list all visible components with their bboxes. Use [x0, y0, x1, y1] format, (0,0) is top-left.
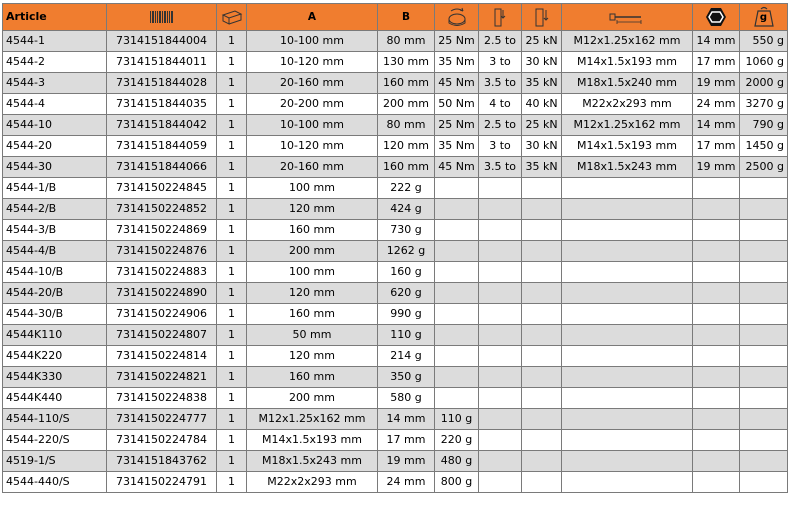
- cell-a: 120 mm: [247, 283, 378, 304]
- cell-c10: [693, 325, 740, 346]
- cell-c6: 45 Nm: [435, 157, 479, 178]
- cell-c11: [740, 388, 788, 409]
- cell-article: 4544-220/S: [3, 430, 107, 451]
- cell-ean: 7314150224838: [107, 388, 217, 409]
- cell-b: 19 mm: [378, 451, 435, 472]
- cell-c11: 1450 g: [740, 136, 788, 157]
- force-min-icon: [490, 6, 510, 28]
- bolt-dimension-icon: [607, 9, 647, 25]
- cell-c9: [562, 409, 693, 430]
- cell-b: 17 mm: [378, 430, 435, 451]
- cell-c9: [562, 430, 693, 451]
- cell-c9: [562, 220, 693, 241]
- cell-c7: [479, 199, 522, 220]
- cell-c11: [740, 241, 788, 262]
- cell-qty: 1: [217, 199, 247, 220]
- cell-c11: [740, 304, 788, 325]
- cell-c8: [522, 178, 562, 199]
- cell-qty: 1: [217, 367, 247, 388]
- table-row: [3, 220, 788, 241]
- cell-article: 4544-2: [3, 52, 107, 73]
- cell-c6: [435, 178, 479, 199]
- header-hex: [693, 4, 740, 31]
- cell-c9: [562, 304, 693, 325]
- cell-a: 10-100 mm: [247, 115, 378, 136]
- cell-article: 4544-110/S: [3, 409, 107, 430]
- cell-c10: [693, 409, 740, 430]
- cell-c6: [435, 367, 479, 388]
- cell-c9: [562, 325, 693, 346]
- cell-c8: 30 kN: [522, 52, 562, 73]
- cell-c10: [693, 346, 740, 367]
- cell-c7: 2.5 to: [479, 31, 522, 52]
- cell-c10: [693, 367, 740, 388]
- cell-c6: [435, 283, 479, 304]
- cell-c10: [693, 283, 740, 304]
- cell-c6: 480 g: [435, 451, 479, 472]
- table-row: [3, 283, 788, 304]
- cell-c8: [522, 388, 562, 409]
- cell-qty: 1: [217, 94, 247, 115]
- header-weight: [740, 4, 788, 31]
- cell-qty: 1: [217, 115, 247, 136]
- cell-b: 200 mm: [378, 94, 435, 115]
- cell-article: 4544-1: [3, 31, 107, 52]
- cell-c10: [693, 472, 740, 493]
- cell-ean: 7314150224845: [107, 178, 217, 199]
- cell-article: 4544-10/B: [3, 262, 107, 283]
- cell-article: 4544-3: [3, 73, 107, 94]
- cell-b: 222 g: [378, 178, 435, 199]
- cell-c6: 800 g: [435, 472, 479, 493]
- cell-qty: 1: [217, 304, 247, 325]
- header-b: B: [378, 4, 435, 31]
- hexagon-nut-icon: [704, 6, 728, 28]
- cell-c6: [435, 346, 479, 367]
- cell-c9: M14x1.5x193 mm: [562, 52, 693, 73]
- cell-qty: 1: [217, 220, 247, 241]
- cell-c11: [740, 283, 788, 304]
- cell-b: 214 g: [378, 346, 435, 367]
- cell-c7: [479, 451, 522, 472]
- cell-c7: [479, 178, 522, 199]
- cell-qty: 1: [217, 136, 247, 157]
- cell-article: 4544-30: [3, 157, 107, 178]
- cell-a: 100 mm: [247, 178, 378, 199]
- cell-c11: 790 g: [740, 115, 788, 136]
- cell-a: 20-200 mm: [247, 94, 378, 115]
- cell-ean: 7314150224852: [107, 199, 217, 220]
- cell-c6: 35 Nm: [435, 136, 479, 157]
- cell-b: 730 g: [378, 220, 435, 241]
- cell-c11: [740, 346, 788, 367]
- cell-c8: [522, 451, 562, 472]
- cell-article: 4544-3/B: [3, 220, 107, 241]
- cell-c6: [435, 220, 479, 241]
- cell-c9: [562, 241, 693, 262]
- cell-b: 424 g: [378, 199, 435, 220]
- header-barcode: [107, 4, 217, 31]
- cell-c8: 40 kN: [522, 94, 562, 115]
- cell-c7: [479, 220, 522, 241]
- cell-c7: 3.5 to: [479, 157, 522, 178]
- cell-c11: [740, 199, 788, 220]
- cell-ean: 7314150224821: [107, 367, 217, 388]
- cell-ean: 7314150224890: [107, 283, 217, 304]
- cell-c8: 35 kN: [522, 157, 562, 178]
- cell-c9: [562, 472, 693, 493]
- table-row: [3, 451, 788, 472]
- cell-c11: [740, 220, 788, 241]
- cell-c6: 110 g: [435, 409, 479, 430]
- table-row: [3, 136, 788, 157]
- cell-c7: 3 to: [479, 52, 522, 73]
- cell-b: 80 mm: [378, 31, 435, 52]
- cell-c8: [522, 409, 562, 430]
- cell-c10: [693, 451, 740, 472]
- table-row: [3, 346, 788, 367]
- cell-article: 4544-4: [3, 94, 107, 115]
- cell-qty: 1: [217, 31, 247, 52]
- cell-a: M18x1.5x243 mm: [247, 451, 378, 472]
- cell-c7: [479, 388, 522, 409]
- cell-c6: [435, 199, 479, 220]
- cell-article: 4544-30/B: [3, 304, 107, 325]
- cell-ean: 7314150224784: [107, 430, 217, 451]
- cell-c10: 19 mm: [693, 73, 740, 94]
- cell-a: 100 mm: [247, 262, 378, 283]
- table-row: [3, 409, 788, 430]
- cell-article: 4544K110: [3, 325, 107, 346]
- cell-c7: [479, 472, 522, 493]
- cell-c7: [479, 409, 522, 430]
- cell-c11: [740, 178, 788, 199]
- cell-c8: 25 kN: [522, 115, 562, 136]
- cell-c10: [693, 304, 740, 325]
- cell-qty: 1: [217, 430, 247, 451]
- cell-c11: [740, 472, 788, 493]
- cell-qty: 1: [217, 52, 247, 73]
- cell-qty: 1: [217, 325, 247, 346]
- cell-a: 20-160 mm: [247, 73, 378, 94]
- cell-qty: 1: [217, 388, 247, 409]
- cell-ean: 7314151844004: [107, 31, 217, 52]
- table-row: [3, 304, 788, 325]
- table-row: [3, 52, 788, 73]
- cell-c11: 3270 g: [740, 94, 788, 115]
- cell-c8: 35 kN: [522, 73, 562, 94]
- cell-ean: 7314150224814: [107, 346, 217, 367]
- cell-qty: 1: [217, 346, 247, 367]
- table-header-row: [3, 4, 788, 31]
- cell-c8: [522, 241, 562, 262]
- cell-article: 4544-20: [3, 136, 107, 157]
- cell-a: 120 mm: [247, 346, 378, 367]
- table-row: [3, 388, 788, 409]
- cell-c11: 2500 g: [740, 157, 788, 178]
- cell-c7: [479, 367, 522, 388]
- cell-b: 160 mm: [378, 73, 435, 94]
- table-row: [3, 472, 788, 493]
- cell-c7: 3.5 to: [479, 73, 522, 94]
- cell-a: 10-100 mm: [247, 31, 378, 52]
- cell-c9: M18x1.5x240 mm: [562, 73, 693, 94]
- cell-ean: 7314150224777: [107, 409, 217, 430]
- cell-a: 160 mm: [247, 220, 378, 241]
- header-force-max: [522, 4, 562, 31]
- cell-a: 200 mm: [247, 388, 378, 409]
- cell-c11: [740, 430, 788, 451]
- cell-c6: 25 Nm: [435, 31, 479, 52]
- barcode-icon: [149, 11, 175, 23]
- cell-b: 14 mm: [378, 409, 435, 430]
- cell-c8: [522, 367, 562, 388]
- cell-b: 160 g: [378, 262, 435, 283]
- torque-icon: [445, 6, 469, 28]
- table-row: [3, 325, 788, 346]
- cell-c6: [435, 304, 479, 325]
- header-a: A: [247, 4, 378, 31]
- cell-qty: 1: [217, 262, 247, 283]
- cell-c7: [479, 325, 522, 346]
- cell-c6: [435, 241, 479, 262]
- cell-c10: [693, 388, 740, 409]
- cell-ean: 7314151844042: [107, 115, 217, 136]
- table-body: [3, 31, 788, 493]
- box-quantity-icon: [220, 8, 244, 26]
- cell-ean: 7314150224791: [107, 472, 217, 493]
- cell-c7: [479, 262, 522, 283]
- cell-c7: 4 to: [479, 94, 522, 115]
- cell-a: M12x1.25x162 mm: [247, 409, 378, 430]
- cell-c9: M12x1.25x162 mm: [562, 31, 693, 52]
- cell-c8: [522, 430, 562, 451]
- cell-c6: [435, 388, 479, 409]
- cell-qty: 1: [217, 451, 247, 472]
- cell-c8: [522, 346, 562, 367]
- cell-c6: 25 Nm: [435, 115, 479, 136]
- table-row: [3, 178, 788, 199]
- table-row: [3, 157, 788, 178]
- cell-a: 160 mm: [247, 367, 378, 388]
- cell-ean: 7314150224906: [107, 304, 217, 325]
- cell-c8: [522, 220, 562, 241]
- cell-qty: 1: [217, 409, 247, 430]
- cell-qty: 1: [217, 73, 247, 94]
- cell-c6: [435, 262, 479, 283]
- cell-article: 4544-10: [3, 115, 107, 136]
- cell-a: 10-120 mm: [247, 136, 378, 157]
- cell-c9: M14x1.5x193 mm: [562, 136, 693, 157]
- cell-c7: [479, 283, 522, 304]
- cell-c10: 24 mm: [693, 94, 740, 115]
- weight-icon-label: g: [759, 12, 768, 23]
- force-max-icon: [532, 6, 552, 28]
- cell-c8: 30 kN: [522, 136, 562, 157]
- cell-a: 120 mm: [247, 199, 378, 220]
- table-row: [3, 262, 788, 283]
- cell-ean: 7314151844028: [107, 73, 217, 94]
- weight-icon: [752, 6, 776, 28]
- cell-ean: 7314150224869: [107, 220, 217, 241]
- cell-c7: [479, 304, 522, 325]
- cell-c6: 50 Nm: [435, 94, 479, 115]
- cell-c11: [740, 409, 788, 430]
- cell-ean: 7314150224883: [107, 262, 217, 283]
- cell-c10: 17 mm: [693, 52, 740, 73]
- cell-article: 4544K440: [3, 388, 107, 409]
- cell-ean: 7314150224807: [107, 325, 217, 346]
- cell-article: 4544-20/B: [3, 283, 107, 304]
- cell-c8: [522, 199, 562, 220]
- cell-a: 20-160 mm: [247, 157, 378, 178]
- cell-c7: [479, 241, 522, 262]
- cell-c6: [435, 325, 479, 346]
- cell-qty: 1: [217, 157, 247, 178]
- cell-a: M22x2x293 mm: [247, 472, 378, 493]
- cell-c10: [693, 199, 740, 220]
- cell-qty: 1: [217, 472, 247, 493]
- cell-b: 80 mm: [378, 115, 435, 136]
- cell-article: 4544-440/S: [3, 472, 107, 493]
- cell-b: 24 mm: [378, 472, 435, 493]
- table-row: [3, 115, 788, 136]
- cell-b: 160 mm: [378, 157, 435, 178]
- cell-c8: [522, 283, 562, 304]
- cell-ean: 7314151844059: [107, 136, 217, 157]
- cell-c11: [740, 325, 788, 346]
- cell-ean: 7314151844011: [107, 52, 217, 73]
- cell-c6: 220 g: [435, 430, 479, 451]
- cell-c10: 19 mm: [693, 157, 740, 178]
- cell-b: 130 mm: [378, 52, 435, 73]
- cell-ean: 7314151844066: [107, 157, 217, 178]
- cell-b: 620 g: [378, 283, 435, 304]
- cell-c10: [693, 178, 740, 199]
- product-spec-table: [2, 3, 788, 493]
- cell-qty: 1: [217, 178, 247, 199]
- table-row: [3, 94, 788, 115]
- cell-c8: [522, 325, 562, 346]
- cell-c6: 35 Nm: [435, 52, 479, 73]
- header-quantity: [217, 4, 247, 31]
- cell-a: M14x1.5x193 mm: [247, 430, 378, 451]
- cell-c10: [693, 430, 740, 451]
- cell-b: 990 g: [378, 304, 435, 325]
- cell-b: 1262 g: [378, 241, 435, 262]
- cell-c6: 45 Nm: [435, 73, 479, 94]
- table-row: [3, 241, 788, 262]
- cell-c10: [693, 262, 740, 283]
- cell-article: 4519-1/S: [3, 451, 107, 472]
- table-row: [3, 199, 788, 220]
- cell-c9: [562, 346, 693, 367]
- cell-c9: [562, 199, 693, 220]
- header-force-min: [479, 4, 522, 31]
- cell-a: 10-120 mm: [247, 52, 378, 73]
- cell-c7: 2.5 to: [479, 115, 522, 136]
- cell-c8: [522, 262, 562, 283]
- table-row: [3, 430, 788, 451]
- cell-c8: 25 kN: [522, 31, 562, 52]
- cell-article: 4544-2/B: [3, 199, 107, 220]
- cell-c10: 14 mm: [693, 31, 740, 52]
- cell-c10: 17 mm: [693, 136, 740, 157]
- cell-c7: [479, 346, 522, 367]
- table-row: [3, 31, 788, 52]
- cell-c11: [740, 262, 788, 283]
- cell-c11: 1060 g: [740, 52, 788, 73]
- cell-c9: [562, 388, 693, 409]
- cell-article: 4544K330: [3, 367, 107, 388]
- header-bolt: [562, 4, 693, 31]
- cell-a: 200 mm: [247, 241, 378, 262]
- table-row: [3, 367, 788, 388]
- cell-c9: M18x1.5x243 mm: [562, 157, 693, 178]
- cell-ean: 7314151843762: [107, 451, 217, 472]
- header-article: Article: [3, 4, 107, 31]
- cell-c11: [740, 367, 788, 388]
- cell-c9: [562, 451, 693, 472]
- cell-a: 50 mm: [247, 325, 378, 346]
- cell-ean: 7314151844035: [107, 94, 217, 115]
- cell-c10: [693, 220, 740, 241]
- cell-c8: [522, 304, 562, 325]
- cell-c7: 3 to: [479, 136, 522, 157]
- cell-c9: [562, 262, 693, 283]
- cell-b: 580 g: [378, 388, 435, 409]
- cell-c9: [562, 367, 693, 388]
- cell-c9: M22x2x293 mm: [562, 94, 693, 115]
- cell-qty: 1: [217, 283, 247, 304]
- cell-article: 4544-1/B: [3, 178, 107, 199]
- cell-b: 120 mm: [378, 136, 435, 157]
- cell-c9: M12x1.25x162 mm: [562, 115, 693, 136]
- cell-a: 160 mm: [247, 304, 378, 325]
- cell-c11: 550 g: [740, 31, 788, 52]
- cell-article: 4544K220: [3, 346, 107, 367]
- cell-b: 350 g: [378, 367, 435, 388]
- table-row: [3, 73, 788, 94]
- cell-b: 110 g: [378, 325, 435, 346]
- cell-c11: [740, 451, 788, 472]
- cell-c8: [522, 472, 562, 493]
- cell-ean: 7314150224876: [107, 241, 217, 262]
- cell-c9: [562, 178, 693, 199]
- cell-c10: [693, 241, 740, 262]
- cell-c9: [562, 283, 693, 304]
- cell-article: 4544-4/B: [3, 241, 107, 262]
- cell-qty: 1: [217, 241, 247, 262]
- cell-c11: 2000 g: [740, 73, 788, 94]
- header-torque: [435, 4, 479, 31]
- cell-c7: [479, 430, 522, 451]
- cell-c10: 14 mm: [693, 115, 740, 136]
